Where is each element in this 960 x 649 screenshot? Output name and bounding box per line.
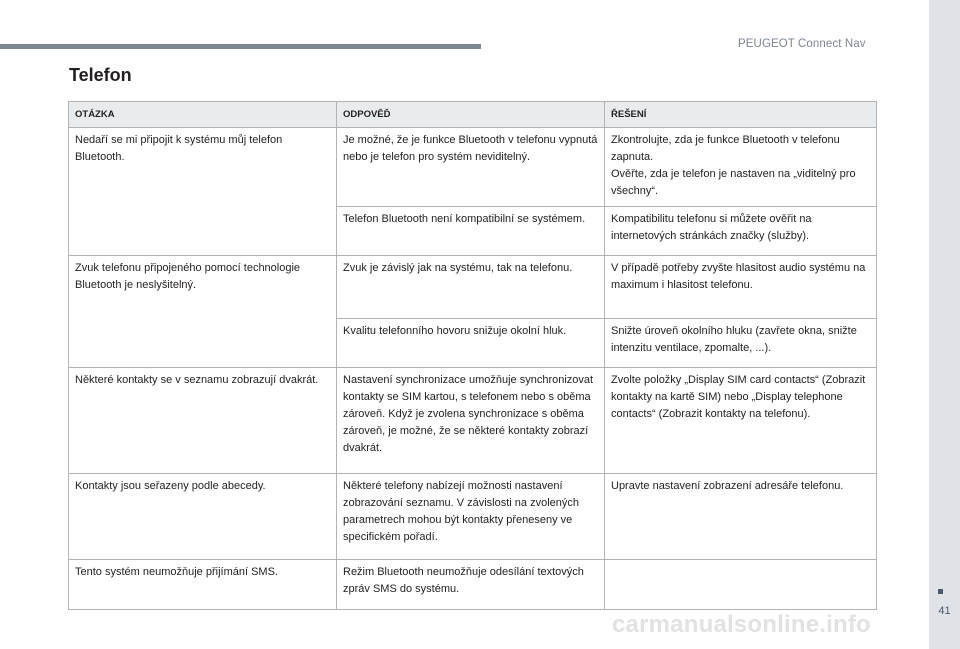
table-row bbox=[69, 560, 877, 610]
table-header-row bbox=[69, 102, 877, 128]
answer-cell: Telefon Bluetooth není kompatibilní se systémem. bbox=[337, 207, 605, 256]
question-cell: Tento systém neumožňuje přijímání SMS. bbox=[69, 560, 337, 610]
answer-cell: Zvuk je závislý jak na systému, tak na telefonu. bbox=[337, 256, 605, 319]
answer-cell: Je možné, že je funkce Bluetooth v telefonu vypnutá nebo je telefon pro systém neviditelný. bbox=[337, 128, 605, 207]
column-header-question: OTÁZKA bbox=[69, 102, 337, 128]
solution-text: Zkontrolujte, zda je funkce Bluetooth v telefonu zapnuta. Ověřte, zda je telefon je nastaven na „viditelný pro všechny“. bbox=[611, 134, 856, 197]
watermark: carmanualsonline.info bbox=[612, 611, 871, 638]
table-row bbox=[69, 128, 877, 207]
solution-cell: V případě potřeby zvyšte hlasitost audio systému na maximum i hlasitost telefonu. bbox=[605, 256, 877, 319]
table-row bbox=[69, 474, 877, 560]
question-cell: Kontakty jsou seřazeny podle abecedy. bbox=[69, 474, 337, 560]
header-brand: PEUGEOT Connect Nav bbox=[738, 38, 866, 50]
section-marker bbox=[938, 589, 943, 594]
column-header-answer: ODPOVĚĎ bbox=[337, 102, 605, 128]
solution-cell bbox=[605, 128, 877, 207]
table-row bbox=[69, 368, 877, 474]
question-cell: Některé kontakty se v seznamu zobrazují dvakrát. bbox=[69, 368, 337, 474]
solution-cell bbox=[605, 560, 877, 610]
answer-cell: Některé telefony nabízejí možnosti nastavení zobrazování seznamu. V závislosti na zvolených parametrech mohou být kontakty přeneseny ve specifickém pořadí. bbox=[337, 474, 605, 560]
column-header-solution: ŘEŠENÍ bbox=[605, 102, 877, 128]
solution-cell: Zvolte položky „Display SIM card contacts“ (Zobrazit kontakty na kartě SIM) nebo „Display telephone contacts“ (Zobrazit kontakty na telefonu). bbox=[605, 368, 877, 474]
question-cell: Zvuk telefonu připojeného pomocí technologie Bluetooth je neslyšitelný. bbox=[69, 256, 337, 368]
answer-cell: Kvalitu telefonního hovoru snižuje okolní hluk. bbox=[337, 319, 605, 368]
solution-cell: Upravte nastavení zobrazení adresáře telefonu. bbox=[605, 474, 877, 560]
solution-cell: Kompatibilitu telefonu si můžete ověřit na internetových stránkách značky (služby). bbox=[605, 207, 877, 256]
page-number: 41 bbox=[938, 605, 951, 617]
table-row bbox=[69, 256, 877, 319]
page-title: Telefon bbox=[69, 65, 132, 85]
header-rule bbox=[0, 44, 481, 49]
answer-cell: Nastavení synchronizace umožňuje synchronizovat kontakty se SIM kartou, s telefonem nebo s oběma zároveň. Když je zvolena synchronizace s oběma zároveň, je možné, že se některé kontakty zobrazí dvakrát. bbox=[337, 368, 605, 474]
page-sidebar bbox=[929, 0, 960, 649]
solution-cell: Snižte úroveň okolního hluku (zavřete okna, snižte intenzitu ventilace, zpomalte, ...). bbox=[605, 319, 877, 368]
question-cell: Nedaří se mi připojit k systému můj telefon Bluetooth. bbox=[69, 128, 337, 256]
faq-table bbox=[68, 101, 877, 610]
answer-cell: Režim Bluetooth neumožňuje odesílání textových zpráv SMS do systému. bbox=[337, 560, 605, 610]
